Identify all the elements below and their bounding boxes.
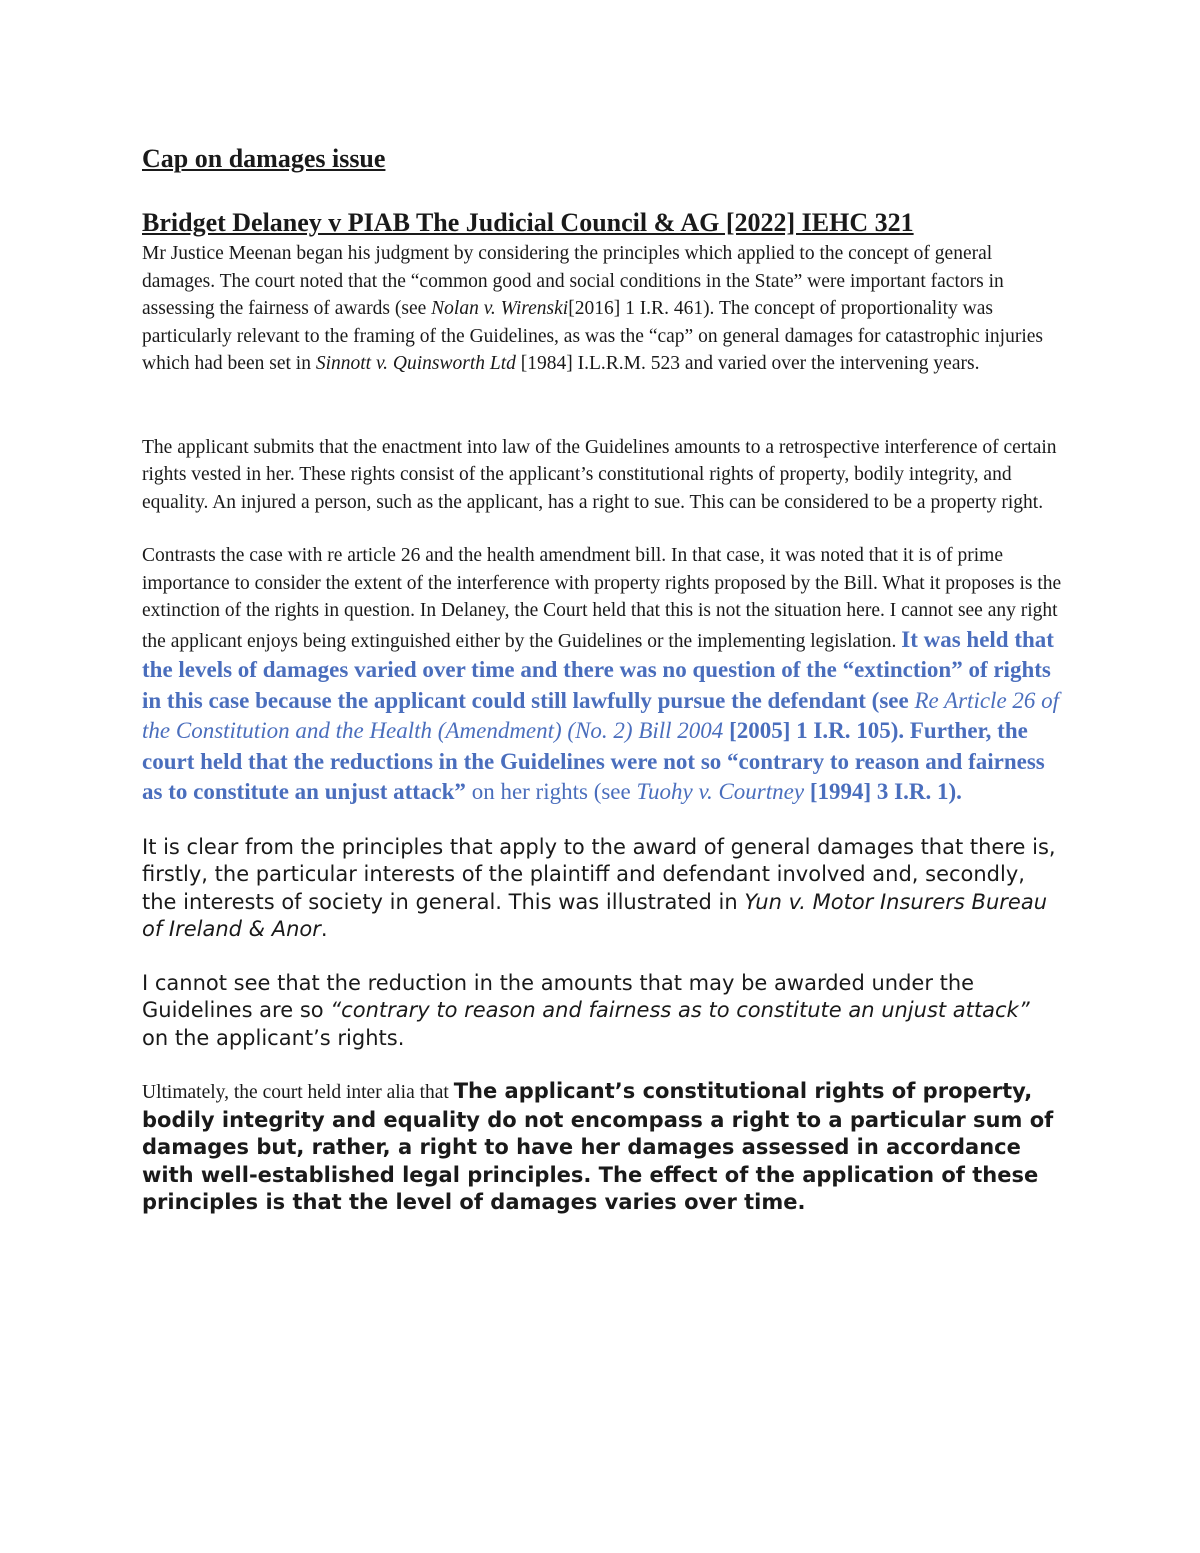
text-run: [1994] 3 I.R. 1).: [804, 779, 962, 804]
case-citation: Sinnott v. Quinsworth Ltd: [315, 353, 516, 374]
paragraph-applicant-submission: The applicant submits that the enactment into law of the Guidelines amounts to a retrospective interference of certain rights vested in her. These rights consist of the applicant’s constitutional rights of property, bodily integrity, and equality. An injured a person, such as the applicant, has a right to sue. This can be considered to be a property right.: [142, 436, 1057, 513]
text-run: It was held that the levels of damages varied over time and there was no question of the “extinction” of rights in this case because the applicant could still lawfully pursue the defendant (see: [142, 626, 1054, 713]
text-run: Contrasts the case with re article 26 and the health amendment bill. In that case, it was noted that it is of prime importance to consider the extent of the interference with property rights proposed by the Bill. What it proposes is the extinction of the rights in question. In Delaney, the Court held that this is not the situation here. I cannot see any right the applicant enjoys being extinguished either by the Guidelines or the implementing legislation.: [142, 545, 1062, 652]
document-title: Cap on damages issue: [142, 144, 386, 173]
text-run: on the applicant’s rights.: [142, 1025, 405, 1050]
text-run: on her rights (see: [465, 779, 637, 804]
paragraph-judgment-intro: [142, 240, 1062, 378]
text-run: .: [320, 917, 328, 941]
document-page: [142, 140, 1062, 1217]
holding-statement: The applicant’s constitutional rights of property, bodily integrity and equality do not encompass a right to a particular sum of damages but, rather, a right to have her damages assessed in accordance with well-established legal principles. The effect of the application of these principles is that the level of damages varies over time.: [142, 1079, 1054, 1214]
text-run: Mr Justice Meenan began his judgment by considering the principles which applied to the concept of general damages. The court noted that the “common good and social conditions in the State” were important factors in assessing the fairness of awards (see: [142, 243, 1004, 319]
quoted-phrase: “contrary to reason and fairness as to constitute an unjust attack”: [330, 998, 1030, 1022]
text-run: It is clear from the principles that apply to the award of general damages that there is, firstly, the particular interests of the plaintiff and defendant involved and, secondly, the interests of society in general. This was illustrated in: [142, 834, 1056, 914]
case-citation: Nolan v. Wirenski: [431, 298, 569, 319]
case-citation: Tuohy v. Courtney: [636, 779, 805, 804]
text-run: Ultimately, the court held inter alia that: [142, 1082, 454, 1103]
text-run: [2005] 1 I.R. 105). Further, the court held that the reductions in the Guidelines were not so “contrary to reason and fairness as to constitute an unjust attack”: [142, 718, 1045, 804]
case-heading: Bridget Delaney v PIAB The Judicial Council & AG [2022] IEHC 321: [142, 208, 914, 237]
text-run: [1984] I.L.R.M. 523 and varied over the intervening years.: [515, 353, 980, 374]
paragraph-reduction-reasoning: [142, 970, 1062, 1053]
case-citation: Yun v. Motor Insurers Bureau of Ireland & Anor: [142, 889, 1047, 941]
paragraph-contrast-article-26: [142, 542, 1062, 808]
text-run: I cannot see that the reduction in the amounts that may be awarded under the Guidelines are so: [142, 970, 975, 1022]
text-run: [2016] 1 I.R. 461). The concept of proportionality was particularly relevant to the framing of the Guidelines, as was the “cap” on general damages for catastrophic injuries which had been set in: [142, 298, 1043, 374]
highlighted-holding: [142, 627, 1059, 805]
paragraph-general-damages-principles: [142, 834, 1062, 944]
paragraph-final-holding: [142, 1078, 1062, 1217]
case-citation: Re Article 26 of the Constitution and the Health (Amendment) (No. 2) Bill 2004: [142, 687, 1060, 743]
